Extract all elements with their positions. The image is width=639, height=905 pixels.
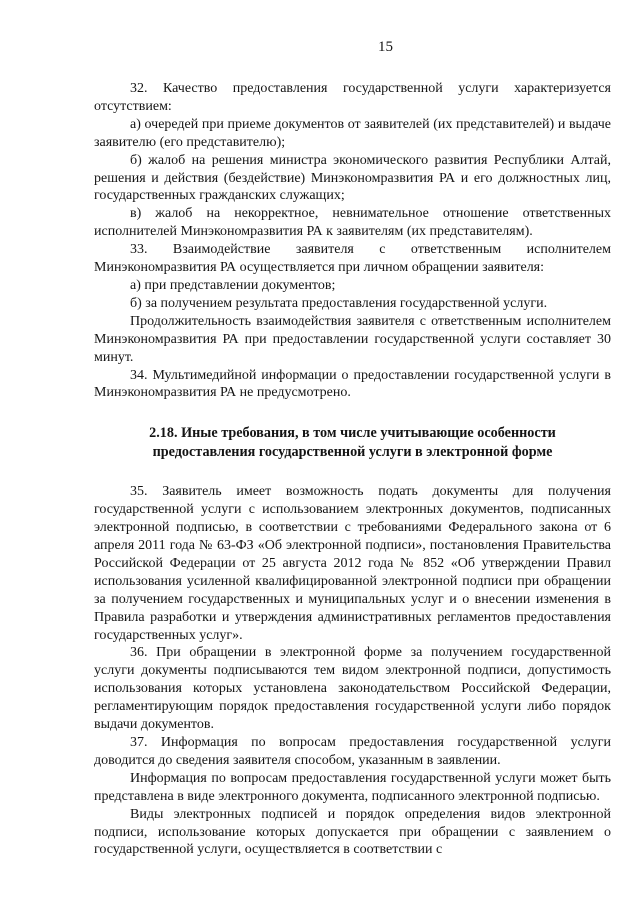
paragraph-36: 36. При обращении в электронной форме за получением государственной услуги документы подписываются тем видом электронной подписи, допустимость использования которых установлена законодательством Российской Федерации, регламентирующим порядок предоставления государственной услуги либо порядок выдачи документов. [94, 645, 611, 733]
paragraph-32: 32. Качество предоставления государственной услуги характеризуется отсутствием: [94, 81, 611, 114]
paragraph-32c: в) жалоб на некорректное, невнимательное отношение ответственных исполнителей Минэкономразвития РА к заявителям (их представителям). [94, 206, 611, 240]
section-heading-line-1: 2.18. Иные требования, в том числе учитывающие особенности [149, 425, 556, 442]
page-number: 15 [378, 39, 393, 55]
paragraph-33: 33. Взаимодействие заявителя с ответственным исполнителем Минэкономразвития РА осуществляется при личном обращении заявителя: [94, 242, 611, 276]
paragraph-33a: а) при представлении документов; [130, 277, 336, 293]
paragraph-37-signatures: Виды электронных подписей и порядок определения видов электронной подписи, использование которых допускается при обращении с заявлением о государственной услуги, осуществляется в соответствии с [94, 806, 611, 858]
paragraph-34: 34. Мультимедийной информации о предоставлении государственной услуги в Минэкономразвития РА не предусмотрено. [94, 367, 611, 401]
paragraph-32b: б) жалоб на решения министра экономического развития Республики Алтай, решения и действия (бездействие) Минэкономразвития РА и его должностных лиц, государственных гражданских служащих; [94, 152, 611, 204]
paragraph-33b: б) за получением результата предоставления государственной услуги. [130, 295, 548, 311]
document-body [94, 80, 611, 859]
paragraph-37-info: Информация по вопросам предоставления государственной услуги может быть представлена в виде электронного документа, подписанного электронной подписью. [94, 770, 611, 804]
paragraph-37: 37. Информация по вопросам предоставления государственной услуги доводится до сведения заявителя способом, указанным в заявлении. [94, 735, 611, 768]
section-heading [94, 424, 611, 462]
paragraph-35: 35. Заявитель имеет возможность подать документы для получения государственной услуги с использованием электронных документов, подписанных электронной подписью, в соответствии с требованиями Федерального закона от 6 апреля 2011 года № 63-ФЗ «Об электронной подписи», постановления Правительства Российской Федерации от 25 августа 2012 года № 852 «Об утверждении Правил использования усиленной квалифицированной электронной подписи при обращении за получением государственных и муниципальных услуг и о внесении изменения в Правила разработки и утверждения административных регламентов предоставления государственных услуг». [94, 484, 611, 643]
section-heading-line-2: предоставления государственной услуги в электронной форме [152, 444, 553, 461]
paragraph-33-duration: Продолжительность взаимодействия заявителя с ответственным исполнителем Минэкономразвития РА при предоставлении государственной услуги составляет 30 минут. [94, 313, 611, 365]
paragraph-32a: а) очередей при приеме документов от заявителей (их представителей) и выдаче заявителю (его представителю); [94, 116, 611, 150]
